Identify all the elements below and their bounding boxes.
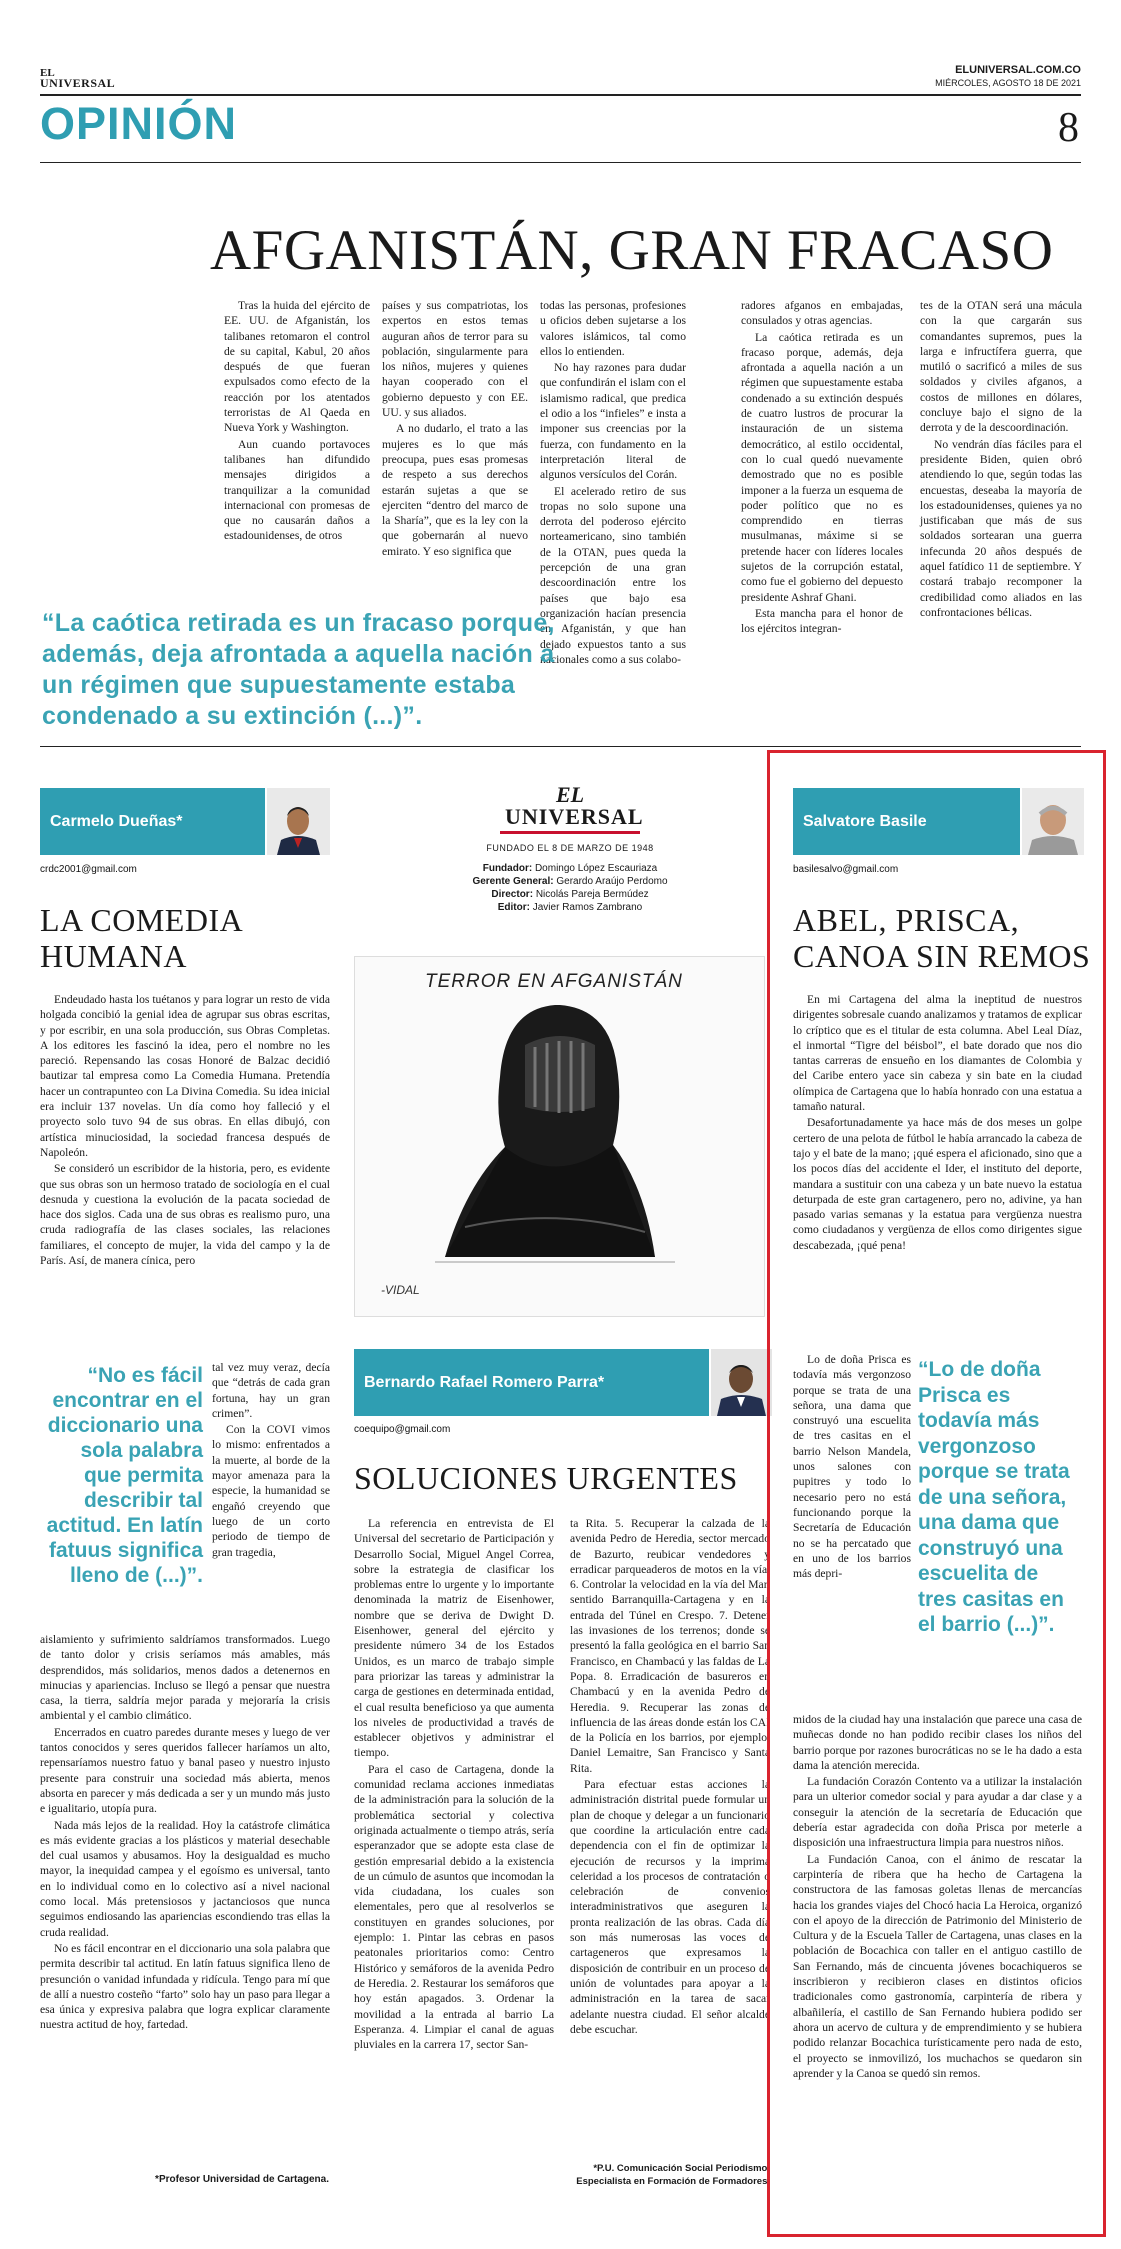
body-paragraph: Encerrados en cuatro paredes durante meses y luego de ver tantos conocidos y seres queridos fallecer haríamos un alto, repensaríamos nuestro fatuo y banal paseo y nuestro injusto presente para construir una sociedad más abierta, menos absorta en parecer y más dedicada a ser y un mundo más justo e igualitario, utopía pura. <box>40 1725 330 1816</box>
editorial-paragraph: El acelerado retiro de sus tropas no solo supone una derrota del poderoso ejército norteamericano, sino también de la OTAN, pues queda la percepción de una gran descoordinación entre los países que bajo esa organización hacían presencia en Afganistán, y que han dejado expuestos tanto a sus nacionales como a sus colabo- <box>540 484 686 666</box>
author-bar-left <box>40 788 265 855</box>
editorial-col-5 <box>920 298 1082 620</box>
editorial-paragraph: radores afganos en embajadas, consulados y otras agencias. <box>741 299 903 328</box>
body-paragraph: Para el caso de Cartagena, donde la comunidad reclama acciones inmediatas de la administración para la solución de la problemática sectorial y colectiva originada actualmente o tiempo atrás, sería esperanzador que se adopte esta clase de gestión empresarial debido a la existencia de un cúmulo de asuntos que incomodan la vida ciudadana, los cuales son elementales, pero que al resolverlos se constituyen en grandes soluciones, por ejemplo: 1. Pintar las cebras en pasos peatonales prioritarios como: Centro Histórico y semáforos de la avenida Pedro de Heredia. 2. Restaurar los semáforos que hoy están apagados. 3. Ordenar la movilidad a la entrada al barrio La Esperanza. 4. Limpiar el canal de aguas pluviales en la carrera 17, sector San- <box>354 1762 554 2052</box>
section-title: OPINIÓN <box>40 98 238 149</box>
left-pull-quote: “No es fácil encontrar en el diccionario una sola palabra que permita describir tal actitud. En latín fatuus significa lleno de (...)”. <box>46 1364 203 1587</box>
body-paragraph: Desafortunadamente ya hace más de dos meses un golpe certero de una pelota de fútbol le había arrancado la cabeza de tajo y el bate de la mano; ¡qué espera el aficionado, sino que a los pocos días del accidente el Ider, el instituto del deporte, mandara a sustituir con una cabeza y un bate nuevo la estatua deturpada de este gran cartagenero, pero no, adivine, ya han pasado varias semanas y la estatua para vergüenza nuestra como ciudadanos y vergüenza de ellos como dirigentes sigue descabezada, ¡qué pena! <box>793 1116 1082 1252</box>
center-logo-bottom: UNIVERSAL <box>505 804 644 829</box>
editorial-title: AFGANISTÁN, GRAN FRACASO <box>210 219 1054 282</box>
editorial-col-4 <box>741 298 903 637</box>
editorial-paragraph: Aun cuando portavoces talibanes han difundido mensajes dirigidos a tranquilizar a la comunidad internacional con promesas de que no causarán daños a estadounidenses, de otros <box>224 437 370 543</box>
body-paragraph: No es fácil encontrar en el diccionario una sola palabra que permita describir tal actitud. En latín fatuus significa lleno de presunción o vanidad infundada y ridícula. Tengo para mí que de allí a nuestro costeño “farto” solo hay un paso para llegar a esa única y expresiva palabra que logra explicar claramente nuestra actitud de hoy, fartedad. <box>40 1941 330 2032</box>
editorial-paragraph: Esta mancha para el honor de los ejércitos integran- <box>741 606 903 636</box>
editorial-pull-quote: “La caótica retirada es un fracaso porque, además, deja afrontada a aquella nación a un régimen que supuestamente estaba condenado a su extinción (...)”. <box>42 609 555 730</box>
avatar <box>1020 788 1084 855</box>
center-footnote: *P.U. Comunicación Social Periodismo. Especialista en Formación de Formadores. <box>576 2163 770 2187</box>
left-footnote: *Profesor Universidad de Cartagena. <box>155 2174 329 2185</box>
staff-row <box>430 875 710 888</box>
staff-role: Fundador: <box>482 863 533 874</box>
editorial-paragraph: todas las personas, profesiones u oficios deben sujetarse a los valores islámicos, tal como ellos lo entienden. <box>540 299 686 358</box>
author-bar-right <box>793 788 1020 855</box>
center-body-b <box>570 1516 770 2037</box>
section-rule <box>40 162 1081 163</box>
editorial-col-2 <box>382 298 528 559</box>
editorial-paragraph: No hay razones para dudar que confundirán el islam con el islamismo radical, que predica el odio a los “infieles” e insta a imponer sus creencias por la fuerza, con fundamento en la interpretación literal de algunos versículos del Corán. <box>540 361 686 482</box>
right-body-side <box>793 1352 911 1581</box>
founded-text: FUNDADO EL 8 DE MARZO DE 1948 <box>486 843 654 853</box>
cartoon-title: TERROR EN AFGANISTÁN <box>425 971 683 992</box>
avatar <box>265 788 330 855</box>
editorial-paragraph: países y sus compatriotas, los expertos en estos temas auguran años de terror para su población, singularmente para los niños, mujeres y quienes hayan cooperado con el gobierno depuesto y con EE. UU. y sus aliados. <box>382 299 528 420</box>
body-paragraph: Se consideró un escribidor de la historia, pero, es evidente que sus obras son un hermoso tratado de sociología en el cual desnuda y cuestiona la evolución de la pacata sociedad de hace dos siglos. Cada una de sus obras es realismo puro, una cruda radiografía de las clases sociales, las relaciones familiares, el concepto de mujer, la vida del campo y la de París. Así, de manera cínica, pero <box>40 1162 330 1268</box>
staff-role: Director: <box>491 889 534 900</box>
left-body-bottom <box>40 1632 330 2033</box>
right-body-bottom <box>793 1712 1082 2081</box>
editorial-paragraph: A no dudarlo, el trato a las mujeres es lo que más preocupa, pues esas promesas de respeto a sus derechos estarán sujetas a que se ejerciten “dentro del marco de la Sharía”, que es la ley con la que gobernarán al nuevo emirato. Y eso significa que <box>382 422 528 558</box>
column-title-line: HUMANA <box>40 938 187 974</box>
masthead-logo-bottom: UNIVERSAL <box>40 76 116 90</box>
author-email[interactable]: basilesalvo@gmail.com <box>793 864 899 875</box>
avatar <box>709 1349 772 1416</box>
body-paragraph: La Fundación Canoa, con el ánimo de rescatar la carpintería de ribera que ha hecho de Cartagena la constructora de las famosas goletas llenas de mercancías hacia los grandes viajes del Chocó hacia La Heroica, organizó con el apoyo de la dirección de Patrimonio del Ministerio de Cultura y de la Escuela Taller de Cartagena, unas clases en la población de Bocachica con taller en el antiguo castillo de San Fernando, más de cincuenta jóvenes bocachiqueros se inscribieron y recibieron clases en distintos oficios tradicionales como gastronomía, carpintería de ribera y albañilería, el castillo de San Fernando hubiera podido ser ahora un acervo de cultura y de emprendimiento y se hubiera podido relanzar Bocachica turísticamente pero nada de esto, el proyecto se inmovilizó, los muchachos se quedaron sin aprender y la Canoa se quedó sin remos. <box>793 1852 1082 2080</box>
staff-row <box>430 862 710 875</box>
author-name: Bernardo Rafael Romero Parra* <box>364 1373 605 1391</box>
editorial-col-1 <box>224 298 370 544</box>
center-logo <box>505 782 644 829</box>
staff-name: Nicolás Pareja Bermúdez <box>535 889 649 900</box>
column-title-right <box>793 902 1090 974</box>
body-paragraph: Lo de doña Prisca es todavía más vergonzoso porque se trata de una señora, una dama que construyó una escuelita de tres casitas en el barrio Nelson Mandela, unos salones con pupitres y todo lo necesario pero no está funcionando porque la Secretaría de Educación no se ha percatado que en uno de los barrios más depri- <box>793 1353 911 1581</box>
right-pull-quote: “Lo de doña Prisca es todavía más vergonzoso porque se trata de una señora, una dama que construyó una escuelita de tres casitas en el barrio (...)”. <box>918 1358 1070 1636</box>
cartoon-signature: -VIDAL <box>381 1283 420 1297</box>
author-name: Salvatore Basile <box>803 812 927 830</box>
left-body-top <box>40 992 330 1268</box>
staff-name: Domingo López Escauriaza <box>534 863 658 874</box>
staff-row <box>430 888 710 901</box>
author-portrait-icon <box>711 1349 772 1416</box>
body-paragraph: aislamiento y sufrimiento saldríamos transformados. Luego de tanto dolor y crisis seríamos más amables, más desprendidos, más solidarios, menos dados a detenernos en minucias y apariencias. Incluso se llegó a pensar que nuestra casa, la tierra, saldría mejor parada y mejoraría la crisis ambiental y el cambio climático. <box>40 1633 330 1723</box>
staff-row <box>430 901 710 914</box>
body-paragraph: La fundación Corazón Contento va a utilizar la instalación para un ulterior comedor social y para ayudar a dar clase y a conseguir la atención de la secretaría de Educación que debería estar agradecida con doña Prisca por meterle a disposición una infraestructura limpia para nuestros niños. <box>793 1775 1082 1850</box>
body-paragraph: ta Rita. 5. Recuperar la calzada de la avenida Pedro de Heredia, sector mercado de Bazurto, reubicar vendedores y erradicar parqueaderos de motos en la vía. 6. Controlar la velocidad en la vía del Mar, sentido Barranquilla-Cartagena y en la entrada del Túnel en Crespo. 7. Detener las invasiones de los terrenos; donde se presentó la falla geológica en el barrio San Francisco, en Chambacú y las faldas de La Popa. 8. Erradicación de basureros en Chambacú y en la avenida Pedro de Heredia. 9. Recuperar las zonas de influencia de las áreas donde están los CAI de la Policía en los barrios, por ejemplo, Daniel Lemaitre, San Francisco y Santa Rita. <box>570 1517 770 1775</box>
author-portrait-icon <box>1022 788 1084 855</box>
body-paragraph: Con la COVI vimos lo mismo: enfrentados a la muerte, al borde de la mayor amenaza para la especie, la humanidad se engañó creyendo que luego de un corto periodo de tiempo de gran tragedia, <box>212 1423 330 1559</box>
author-name: Carmelo Dueñas* <box>50 812 183 830</box>
staff-name: Javier Ramos Zambrano <box>532 902 643 913</box>
burqa-figure-icon <box>355 957 764 1316</box>
column-title-left <box>40 902 243 974</box>
center-logo-rule <box>500 831 640 834</box>
center-logo-top: EL <box>555 782 585 807</box>
body-paragraph: Nada más lejos de la realidad. Hoy la catástrofe climática es más evidente gracias a los plásticos y material desechable del cual usamos y abusamos. Hoy la desigualdad es mucho mayor, la inequidad campea y el egoísmo es universal, tanto en lo individual como en lo colectivo así a nivel nacional como local. Más pretensiosos y jactanciosos que nunca seguimos endiosando las apariencias escondiendo tras ellas la cruda realidad. <box>40 1818 330 1939</box>
staff-list <box>430 862 710 914</box>
editorial-paragraph: Tras la huida del ejército de EE. UU. de Afganistán, los talibanes retomaron el control de su capital, Kabul, 20 años después de que fueran expulsados como efecto de la reacción por los atentados terroristas de Al Qaeda en Nueva York y Washington. <box>224 299 370 435</box>
column-title-line: LA COMEDIA <box>40 902 244 938</box>
author-email[interactable]: crdc2001@gmail.com <box>40 864 137 875</box>
author-portrait-icon <box>267 788 330 855</box>
column-title-line: ABEL, PRISCA, <box>793 902 1020 938</box>
editorial-cartoon <box>354 956 765 1317</box>
body-paragraph: Endeudado hasta los tuétanos y para lograr un resto de vida holgada concibió la genial idea de agrupar sus obras escritas, y por escribir, en una sola producción, sus Obras Completas. A los editores les fascinó la idea, pero el nombre no les pareció. Repensando las cosas Honoré de Balzac decidió bautizar tal empresa como La Comedia Humana. Pretendía hacer un contrapunteo con La Divina Comedia. Su idea inicial era incluir 137 novelas. Un día como hoy falleció y el proyecto solo tuvo 94 de sus obras. En ellas dibujó, con artística minuciosidad, la sociedad francesa después de Napoleón. <box>40 993 330 1159</box>
author-bar-center <box>354 1349 709 1416</box>
right-body-top <box>793 992 1082 1253</box>
staff-role: Editor: <box>497 902 530 913</box>
column-title-line: CANOA SIN REMOS <box>793 938 1091 974</box>
editorial-paragraph: La caótica retirada es un fracaso porque, además, deja afrontada a aquella nación a un régimen que supuestamente estaba condenado a su extinción después de cuatro lustros de procurar la instauración de un sistema democrático, al estilo occidental, con lo cual quedó nuevamente demostrado que no es posible imponer a la fuerza un esquema de poder político que no es comprendido en tierras musulmanas, máxime si se pretende hacer con líderes locales sujetos de la corrupción estatal, como fue el gobierno del depuesto presidente Ashraf Ghani. <box>741 330 903 604</box>
editorial-bottom-rule <box>40 746 1081 747</box>
body-paragraph: En mi Cartagena del alma la ineptitud de nuestros dirigentes sobresale cuando analizamos y tratamos de explicar lo críptico que es el titular de esta columna. Abel Leal Díaz, el inmortal “Tigre del béisbol”, el bate dorado que nos dio tantas carreras de ensueño en los diamantes de Colombia y del Caribe entero yace sin cabeza y sin bate en la ciudad olímpica de Cartagena que lo había honrado con una estatua a tamaño natural. <box>793 993 1082 1114</box>
editorial-paragraph: No vendrán días fáciles para el presidente Biden, quien obró atendiendo lo que, según todas las encuestas, deseaba la mayoría de los estadounidenses, quienes ya no justificaban que más de sus soldados sortearan una guerra infecunda 20 años después de aquel fatídico 11 de septiembre. Y costará trabajo recomponer la credibilidad como aliados en las confrontaciones bélicas. <box>920 437 1082 619</box>
center-body-a <box>354 1516 554 2052</box>
masthead-rule <box>40 94 1081 96</box>
body-paragraph: Para efectuar estas acciones la administración distrital puede formular un plan de choque y delegar a un funcionario que coordine la articulación entre cada dependencia con el fin de optimizar la ejecución de recursos y la imprima celeridad a los procesos de contratación o celebración de convenios interadministrativos que aseguren la pronta realización de las obras. Cada día son más numerosas las voces de cartageneros que expresamos la disposición de contribuir en un proceso de unión de voluntades para apoyar a la administración en la tarea de sacar adelante nuestra ciudad. El señor alcalde debe escuchar. <box>570 1778 770 2036</box>
body-paragraph: La referencia en entrevista de El Universal del secretario de Participación y Desarrollo Social, Miguel Angel Correa, sobre la estrategia de clasificar los problemas entre lo urgente y lo importante denominada la matriz de Eisenhower, nombre que se deriva de Dwight D. Eisenhower, general del ejército y presidente número 34 de los Estados Unidos, es un marco de trabajo simple para priorizar las tareas y administrar la carga de gestiones en determinada entidad, el cual resulta beneficioso ya que aumenta los niveles de productividad a través de establecer objetivos y administrar el tiempo. <box>354 1517 554 1760</box>
staff-role: Gerente General: <box>472 876 554 887</box>
body-paragraph: tal vez muy veraz, decía que “detrás de cada gran fortuna, hay un gran crimen”. <box>212 1361 330 1420</box>
left-body-side <box>212 1360 330 1560</box>
staff-name: Gerardo Araújo Perdomo <box>556 876 668 887</box>
author-email[interactable]: coequipo@gmail.com <box>354 1424 451 1435</box>
masthead-site[interactable]: ELUNIVERSAL.COM.CO <box>955 64 1081 76</box>
body-paragraph: midos de la ciudad hay una instalación que parece una casa de muñecas donde no han podido recibir clases los niños del barrio porque por razones burocráticas no se le ha dado a esta dama la atención merecida. <box>793 1713 1082 1772</box>
column-title-center: SOLUCIONES URGENTES <box>354 1460 738 1496</box>
page-number: 8 <box>1058 105 1079 151</box>
masthead-logo[interactable] <box>40 68 115 88</box>
editorial-paragraph: tes de la OTAN será una mácula con la que cargarán sus comandantes supremos, pues la larga e infructífera guerra, que mutiló o sacrificó a miles de sus soldados y civiles afganos, a costos de millones en dólares, concluye bajo el signo de la derrota y de la descoordinación. <box>920 299 1082 435</box>
masthead-date: MIÉRCOLES, AGOSTO 18 DE 2021 <box>935 78 1081 88</box>
masthead-logo-top: EL <box>40 67 55 79</box>
